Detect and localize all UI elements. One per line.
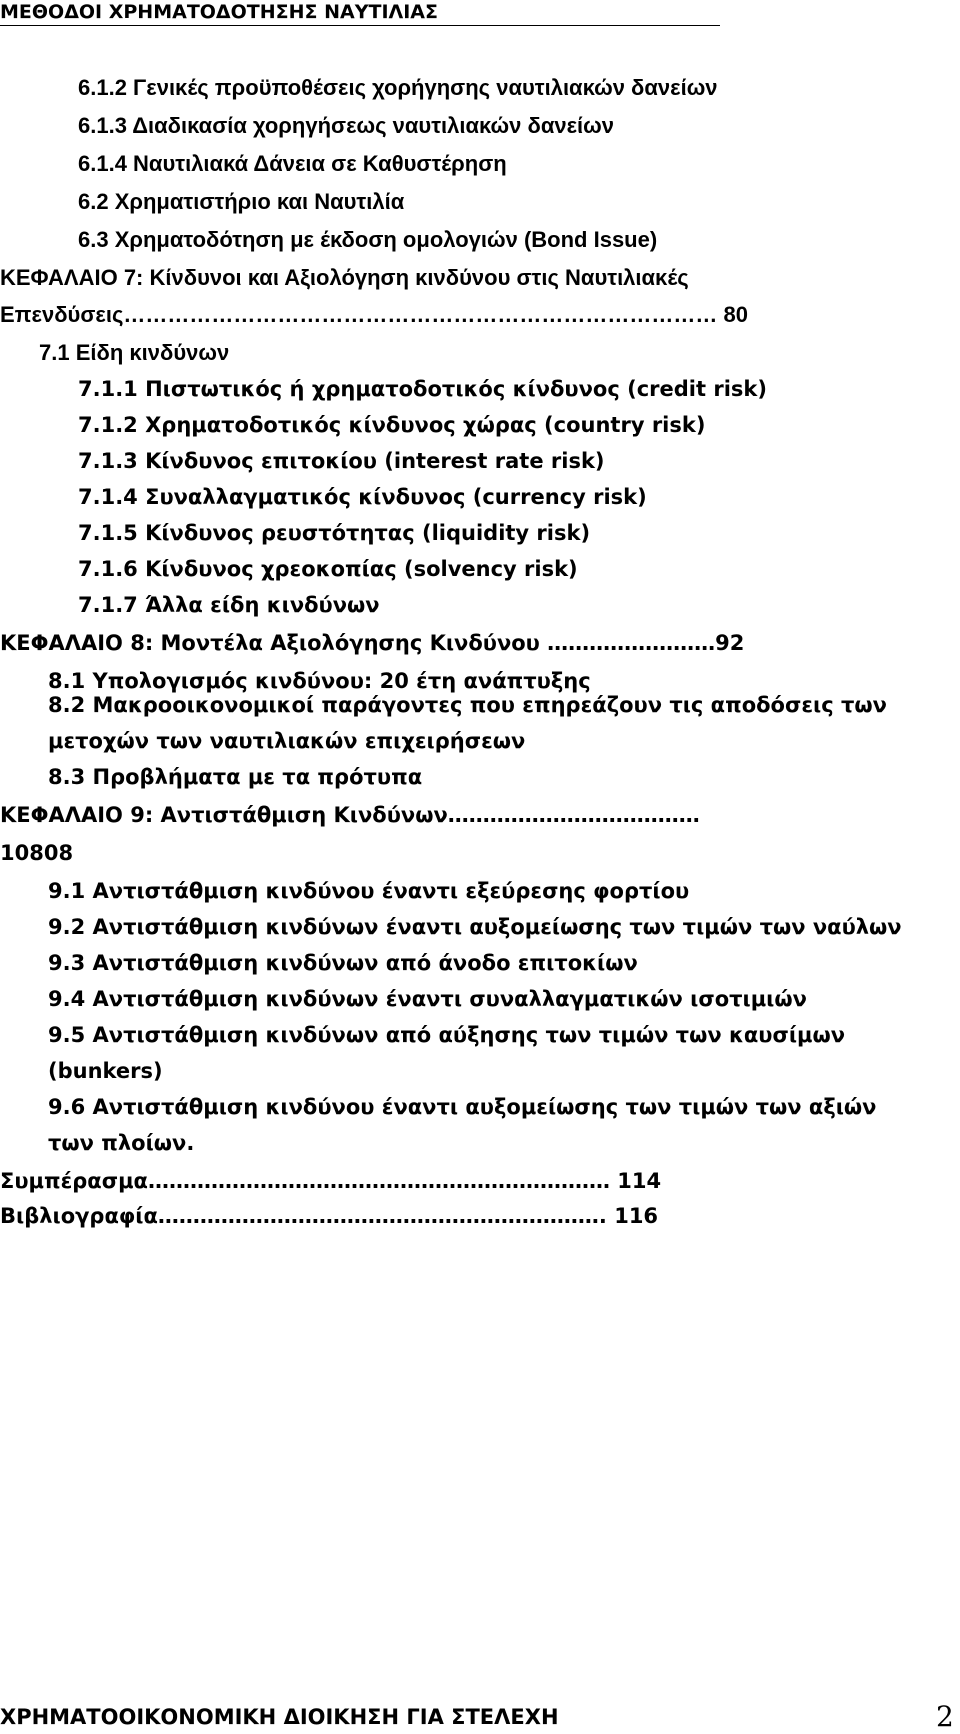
toc-entry-7-1-7: 7.1.7 Άλλα είδη κινδύνων bbox=[78, 593, 380, 617]
toc-entry-7-1-3: 7.1.3 Κίνδυνος επιτοκίου (interest rate risk) bbox=[78, 449, 605, 473]
toc-entry-7-1: 7.1 Είδη κινδύνων bbox=[39, 340, 230, 365]
toc-entry-7-1-2: 7.1.2 Χρηματοδοτικός κίνδυνος χώρας (country risk) bbox=[78, 413, 706, 437]
toc-entry-9-5: 9.5 Αντιστάθμιση κινδύνων από αύξησης των τιμών των καυσίμων bbox=[48, 1023, 846, 1047]
toc-entry-9-3: 9.3 Αντιστάθμιση κινδύνων από άνοδο επιτοκίων bbox=[48, 951, 638, 975]
toc-entry-6-1-3: 6.1.3 Διαδικασία χορηγήσεως ναυτιλιακών δανείων bbox=[78, 113, 614, 138]
toc-entry-9-4: 9.4 Αντιστάθμιση κινδύνων έναντι συναλλαγματικών ισοτιμιών bbox=[48, 987, 807, 1011]
toc-entry-9-6-cont: των πλοίων. bbox=[48, 1131, 195, 1155]
toc-entry-9-1: 9.1 Αντιστάθμιση κινδύνου έναντι εξεύρεσης φορτίου bbox=[48, 879, 690, 903]
toc-entry-6-2: 6.2 Χρηματιστήριο και Ναυτιλία bbox=[78, 189, 405, 214]
toc-entry-8-2: 8.2 Μακροοικονομικοί παράγοντες που επηρεάζουν τις αποδόσεις των bbox=[48, 693, 887, 717]
toc-entry-8-1: 8.1 Υπολογισμός κινδύνου: 20 έτη ανάπτυξης bbox=[48, 669, 591, 693]
toc-entry-7-1-6: 7.1.6 Κίνδυνος χρεοκοπίας (solvency risk) bbox=[78, 557, 578, 581]
toc-entry-6-1-4: 6.1.4 Ναυτιλιακά Δάνεια σε Καθυστέρηση bbox=[78, 151, 507, 176]
page-number: 2 bbox=[936, 1700, 954, 1733]
toc-chapter-9-cont: 10808 bbox=[0, 841, 74, 865]
toc-chapter-8: ΚΕΦΑΛΑΙΟ 8: Μοντέλα Αξιολόγησης Κινδύνου ……………………92 bbox=[0, 631, 745, 655]
toc-entry-8-2-cont: μετοχών των ναυτιλιακών επιχειρήσεων bbox=[48, 729, 526, 753]
toc-entry-9-5-cont: (bunkers) bbox=[48, 1059, 163, 1083]
toc-chapter-7: ΚΕΦΑΛΑΙΟ 7: Κίνδυνοι και Αξιολόγηση κινδύνου στις Ναυτιλιακές bbox=[0, 265, 689, 290]
toc-entry-7-1-4: 7.1.4 Συναλλαγματικός κίνδυνος (currency risk) bbox=[78, 485, 647, 509]
toc-entry-7-1-1: 7.1.1 Πιστωτικός ή χρηματοδοτικός κίνδυνος (credit risk) bbox=[78, 377, 767, 401]
toc-conclusion: Συμπέρασμα………………………………………………………… 114 bbox=[0, 1169, 662, 1193]
toc-bibliography: Βιβλιογραφία………………………………………………………. 116 bbox=[0, 1204, 659, 1228]
toc-entry-7-1-5: 7.1.5 Κίνδυνος ρευστότητας (liquidity risk) bbox=[78, 521, 591, 545]
toc-entry-9-2: 9.2 Αντιστάθμιση κινδύνων έναντι αυξομείωσης των τιμών των ναύλων bbox=[48, 915, 902, 939]
toc-entry-6-1-2: 6.1.2 Γενικές προϋποθέσεις χορήγησης ναυτιλιακών δανείων bbox=[78, 75, 718, 100]
toc-entry-8-3: 8.3 Προβλήματα με τα πρότυπα bbox=[48, 765, 423, 789]
toc-chapter-9: ΚΕΦΑΛΑΙΟ 9: Αντιστάθμιση Κινδύνων……………………………… bbox=[0, 803, 700, 827]
running-header: ΜΕΘΟΔΟΙ ΧΡΗΜΑΤΟΔΟΤΗΣΗΣ ΝΑΥΤΙΛΙΑΣ bbox=[0, 0, 720, 26]
toc-chapter-7-cont: Επενδύσεις……………………………………………………………………… 80 bbox=[0, 302, 748, 327]
toc-entry-6-3: 6.3 Χρηματοδότηση με έκδοση ομολογιών (Bond Issue) bbox=[78, 227, 658, 252]
toc-entry-9-6: 9.6 Αντιστάθμιση κινδύνου έναντι αυξομείωσης των τιμών των αξιών bbox=[48, 1095, 877, 1119]
running-footer: ΧΡΗΜΑΤΟΟΙΚΟΝΟΜΙΚΗ ΔΙΟΙΚΗΣΗ ΓΙΑ ΣΤΕΛΕΧΗ bbox=[0, 1705, 559, 1729]
